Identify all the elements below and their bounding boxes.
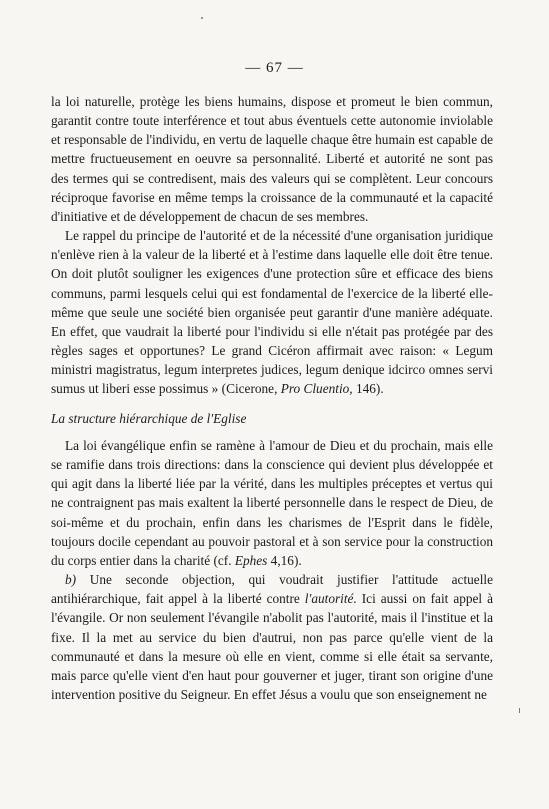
scan-speck <box>519 708 520 713</box>
citation-title: Pro Cluentio, <box>280 381 353 397</box>
paragraph-3-text: La loi évangélique enfin se ramène à l'amour de Dieu et du prochain, mais elle se ramifie dans trois directions: dans la conscience qui devient plus développée et qui agit dans la liberté liée par la vérité, dans les multiples préceptes et vertus qui ne contraignent pas mais exaltent la liberté personnelle dans le respect de Dieu, de soi-même et du prochain, enfin dans les charismes de l'Esprit dans le fidèle, toujours docile cependant au pouvoir pastoral et à son service pour la construction du corps entier dans la charité (cf. <box>51 438 493 568</box>
emphasis-term: l'autorité. <box>304 591 357 607</box>
paragraph-2 <box>51 226 493 398</box>
paragraph-4-text-b: Ici aussi on fait appel à l'évangile. Or non seulement l'évangile n'abolit pas l'autorité, mais il l'institue et la fixe. Il la met au service du bien d'autrui, non pas parce qu'elle vient de la communauté et dans la mesure où elle en vient, comme si elle était sa servante, mais parce qu'elle vient d'en haut pour gouverner et juger, tirant son origine d'une intervention positive du Seigneur. En effet Jésus a voulu que son enseignement ne <box>51 591 493 703</box>
scripture-verse: 4,16). <box>267 552 302 568</box>
paragraph-1: la loi naturelle, protège les biens humains, dispose et promeut le bien commun, garantit contre toute interférence et tout abus éventuels cette autonomie inviolable et responsable de l'individu, en vertu de laquelle chaque être humain est capable de mettre fructueusement en oeuvre sa personnalité. Liberté et autorité ne sont pas des termes qui se contredisent, mais des valeurs qui se complètent. Leur concours réciproque favorise en même temps la croissance de la communauté et la capacité d'initiative et de développement de chacun de ses membres. <box>51 94 493 224</box>
list-marker: b) <box>65 572 77 588</box>
body-text-bottom <box>51 436 493 704</box>
paragraph-3 <box>51 436 493 570</box>
scripture-ref: Ephes <box>234 552 268 568</box>
paragraph-4 <box>51 570 493 704</box>
page-number: — 67 — <box>245 60 304 76</box>
scan-speck <box>201 17 203 19</box>
section-heading: La structure hiérarchique de l'Eglise <box>51 411 247 426</box>
paragraph-2-text: Le rappel du principe de l'autorité et de la nécessité d'une organisation juridique n'enlève rien à la valeur de la liberté et à l'estime dans laquelle elle doit être tenue. On doit plutôt souligner les exigences d'une protection sûre et efficace des biens communs, parmi lesquels celui qui est fondamental de l'exercice de la liberté elle-même que seule une société bien organisée peut garantir d'une manière adéquate. En effet, que vaudrait la liberté pour l'individu si elle n'était pas protégée par des règles sages et opportunes? Le grand Cicéron affirmait avec raison: « Legum ministri magistratus, legum interpretes judices, legum denique idcirco omnes servi sumus ut liberi esse possimus » (Cicerone, <box>51 228 493 397</box>
body-text-top <box>51 92 493 399</box>
paragraph-4-text-a: Une seconde objection, qui voudrait justifier l'attitude actuelle antihiérarchique, fait appel à la liberté contre <box>51 572 493 607</box>
citation-number: 146). <box>352 381 384 397</box>
